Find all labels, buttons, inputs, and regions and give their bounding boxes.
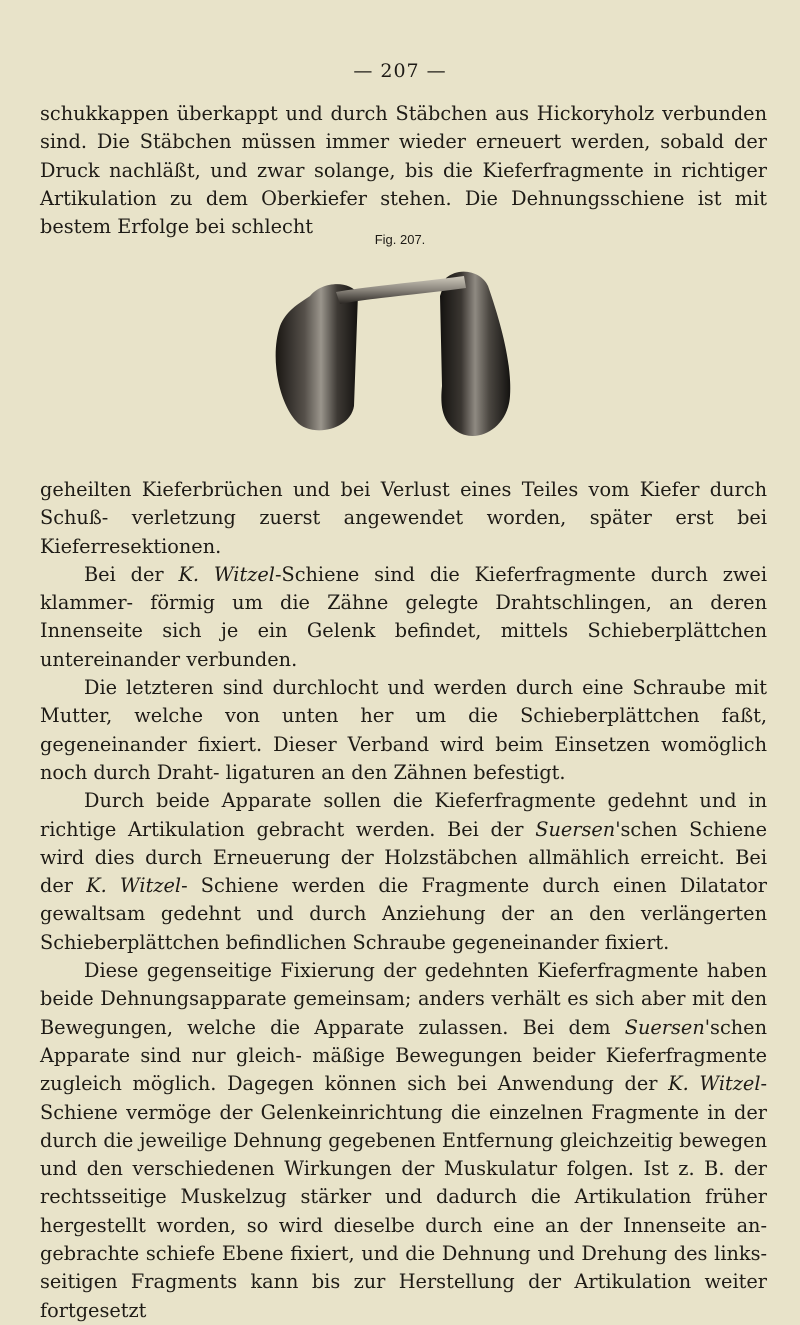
right-cap-shape	[440, 272, 510, 436]
p4-text-c: 'schen Schiene wird dies durch Erneuerung der Holzstäbchen allmählich erreicht. Bei der	[40, 817, 768, 898]
p5-text-c: 'schen Apparate sind nur gleich- mäßige Bewegungen beider Kieferfragmente zugleich möglich. Dagegen können sich bei Anwendung der	[40, 1015, 767, 1096]
text-top	[40, 100, 767, 241]
text-bottom	[40, 476, 767, 1325]
paragraph-top: schukkappen überkappt und durch Stäbchen aus Hickoryholz verbunden sind. Die Stäbchen müssen immer wieder erneuert werden, sobald der Druck nachläßt, und zwar solange, bis die Kieferfragmente in richtiger Artikulation zu dem Oberkiefer stehen. Die Dehnungsschiene ist mit bestem Erfolge bei schlecht	[40, 102, 767, 239]
figure-207-splint-illustration	[250, 256, 550, 446]
left-cap-shape	[276, 284, 358, 430]
p5-text-a: Diese gegenseitige Fixierung der gedehnten Kieferfragmente haben beide Dehnungsapparate gemeinsam; anders verhält es sich aber mit den Bewegungen, welche die Apparate zulassen. Bei dem	[40, 959, 767, 1039]
p4-text-a: Durch beide Apparate sollen die Kieferfragmente gedehnt und in richtige Artikulation gebracht werden. Bei der	[40, 789, 767, 841]
p2-text-a: Bei der	[84, 562, 179, 586]
p2-text-c: -Schiene sind die Kieferfragmente durch zwei klammer- förmig um die Zähne gelegte Drahtschlingen, an deren Innenseite sich je ein Gelenk befindet, mittels Schieberplättchen untereinander verbunden.	[40, 562, 767, 671]
paragraph-5	[40, 957, 767, 1325]
paragraph-4	[40, 787, 767, 957]
p4-text-e: - Schiene werden die Fragmente durch einen Dilatator gewaltsam gedehnt und durch Anziehung der an den verlängerten Schieberplättchen befindlichen Schraube gegeneinander fixiert.	[40, 874, 767, 954]
paragraph-3: Die letzteren sind durchlocht und werden durch eine Schraube mit Mutter, welche von unten her um die Schieberplättchen faßt, gegeneinander fixiert. Dieser Verband wird beim Einsetzen womöglich noch durch Draht- ligaturen an den Zähnen befestigt.	[40, 676, 767, 784]
paragraph-2	[40, 561, 767, 674]
splint-drawing	[250, 256, 550, 446]
p5-text-e: -Schiene vermöge der Gelenkeinrichtung die einzelnen Fragmente in der durch die jeweilige Dehnung gegebenen Entfernung gleichzeitig bewegen und den verschiedenen Wirkungen der Muskulatur folgen. Ist z. B. der rechtsseitige Muskelzug stärker und dadurch die Artikulation früher hergestellt worden, so wird dieselbe durch eine an der Innenseite an- gebrachte schiefe Ebene fixiert, und die Dehnung und Drehung des links- seitigen Fragments kann bis zur Herstellung der Artikulation weiter fortgesetzt	[40, 1072, 767, 1322]
p2-name-witzel: K. Witzel	[178, 562, 275, 586]
figure-caption: Fig. 207.	[374, 232, 426, 247]
p5-name-witzel: K. Witzel	[668, 1072, 761, 1096]
paragraph-1: geheilten Kieferbrüchen und bei Verlust eines Teiles vom Kiefer durch Schuß- verletzung zuerst angewendet worden, später erst bei Kieferresektionen.	[40, 478, 767, 558]
p4-name-witzel: K. Witzel	[86, 874, 182, 898]
p4-name-suersen: Suersen	[535, 817, 616, 841]
p5-name-suersen: Suersen	[624, 1015, 705, 1039]
page-number: — 207 —	[353, 60, 447, 82]
